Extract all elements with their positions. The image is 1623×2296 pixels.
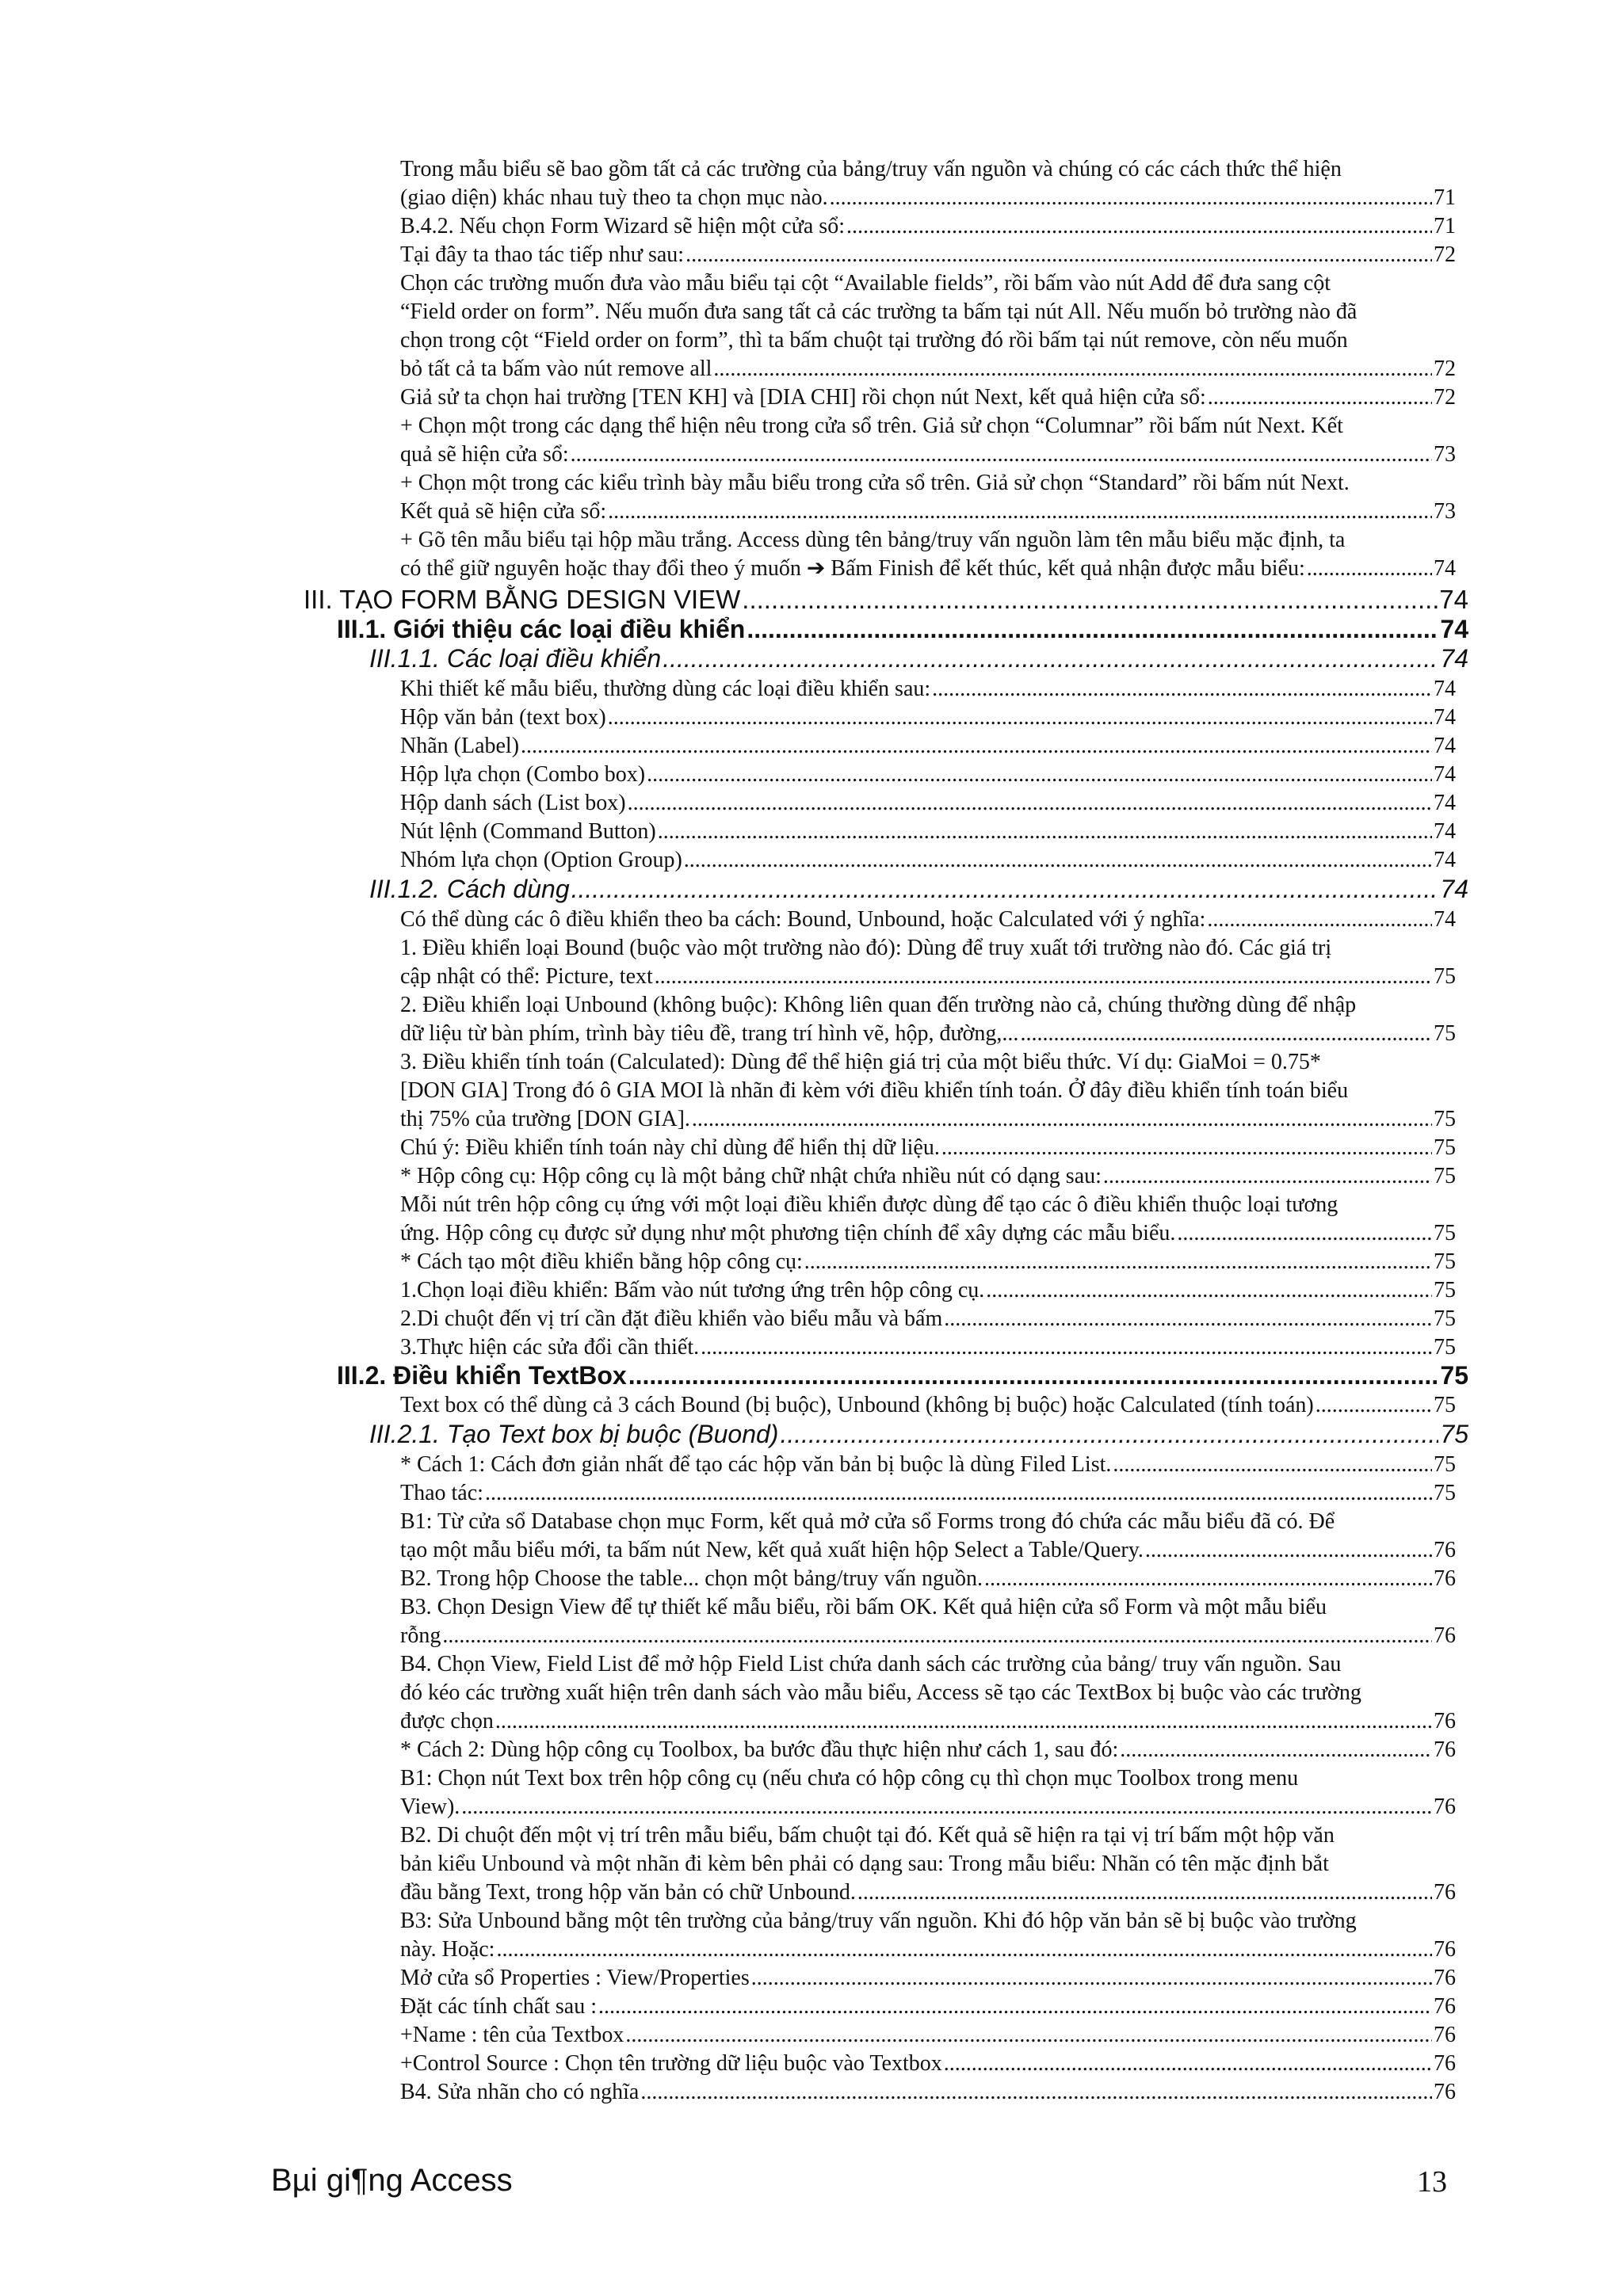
toc-dot-leader	[941, 1134, 1432, 1162]
toc-entry[interactable]	[400, 675, 1456, 704]
toc-entry[interactable]	[400, 934, 1456, 991]
toc-entry-text: B.4.2. Nếu chọn Form Wizard sẽ hiện một cửa sổ:	[400, 214, 845, 238]
toc-entry-text: III.1.2. Cách dùng	[369, 875, 570, 903]
toc-entry-text: 3. Điều khiển tính toán (Calculated): Dùng để thể hiện giá trị của một biểu thức. Ví dụ: GiaMoi = 0.75*	[400, 1050, 1321, 1074]
toc-dot-leader	[658, 818, 1432, 846]
toc-page-number: 73	[1434, 442, 1456, 467]
toc-dot-leader	[655, 963, 1432, 991]
toc-dot-leader	[1120, 1736, 1432, 1764]
toc-entry-text: 3.Thực hiện các sửa đổi cần thiết.	[400, 1335, 700, 1360]
toc-entry[interactable]	[400, 761, 1456, 789]
toc-dot-leader	[846, 212, 1432, 241]
toc-page-number: 74	[1434, 705, 1456, 730]
toc-entry-text: Hộp danh sách (List box)	[400, 791, 626, 815]
toc-entry-text: Mở cửa sổ Properties : View/Properties	[400, 1966, 750, 1990]
toc-entry-text: * Hộp công cụ: Hộp công cụ là một bảng chữ nhật chứa nhiều nút có dạng sau:	[400, 1164, 1102, 1188]
toc-page-number: 74	[1434, 677, 1456, 701]
toc-dot-leader	[1177, 1219, 1432, 1248]
toc-dot-leader	[1316, 1391, 1432, 1420]
toc-dot-leader	[461, 1793, 1432, 1821]
toc-dot-leader	[628, 789, 1432, 818]
toc-entry-text: +Name : tên của Textbox	[400, 2023, 624, 2047]
toc-page-number: 76	[1434, 1623, 1456, 1648]
toc-entry[interactable]	[400, 1191, 1456, 1248]
toc-entry-text: View).	[400, 1794, 460, 1819]
toc-entry-text: Nhãn (Label)	[400, 734, 520, 758]
toc-page-number: 75	[1434, 1481, 1456, 1505]
toc-entry[interactable]	[400, 2021, 1456, 2050]
toc-entry-text: +Control Source : Chọn tên trường dữ liệu buộc vào Textbox	[400, 2051, 942, 2076]
toc-page-number: 74	[1434, 907, 1456, 932]
toc-entry-text: 1. Điều khiển loại Bound (buộc vào một trường nào đó): Dùng để truy xuất tới trường nào đó. Các giá trị	[400, 936, 1332, 960]
toc-entry[interactable]	[400, 1907, 1456, 1964]
toc-entry-text: * Cách 2: Dùng hộp công cụ Toolbox, ba bước đầu thực hiện như cách 1, sau đó:	[400, 1737, 1119, 1762]
toc-dot-leader	[608, 498, 1432, 526]
toc-dot-leader	[1145, 1536, 1432, 1565]
toc-dot-leader	[932, 675, 1432, 704]
toc-entry[interactable]	[400, 1736, 1456, 1764]
toc-entry[interactable]	[400, 1305, 1456, 1333]
toc-entry-text: chọn trong cột “Field order on form”, thì ta bấm chuột tại trường đó rồi bấm tại nút remove, còn nếu muốn	[400, 328, 1348, 353]
toc-page-number: 75	[1434, 1164, 1456, 1188]
toc-dot-leader	[804, 1248, 1432, 1276]
toc-entry-text: III.1.1. Các loại điều khiển	[369, 644, 662, 673]
toc-dot-leader	[496, 1936, 1432, 1964]
toc-entry-text: B3. Chọn Design View để tự thiết kế mẫu biểu, rồi bấm OK. Kết quả hiện cửa sổ Form và một mẫu biểu	[400, 1595, 1327, 1619]
toc-dot-leader	[1207, 906, 1432, 934]
toc-entry-text: B4. Sửa nhãn cho có nghĩa	[400, 2080, 640, 2104]
toc-entry-text: có thể giữ nguyên hoặc thay đổi theo ý muốn ➔ Bấm Finish để kết thúc, kết quả nhận được mẫu biểu:	[400, 556, 1305, 581]
toc-entry[interactable]	[400, 1134, 1456, 1162]
toc-entry-text: rỗng	[400, 1623, 441, 1648]
toc-entry[interactable]	[400, 241, 1456, 269]
toc-entry-text: bỏ tất cả ta bấm vào nút remove all	[400, 357, 712, 381]
toc-entry-text: B1: Chọn nút Text box trên hộp công cụ (nếu chưa có hộp công cụ thì chọn mục Toolbox trong menu	[400, 1766, 1299, 1791]
toc-entry-text: + Chọn một trong các dạng thể hiện nêu trong cửa sổ trên. Giả sử chọn “Columnar” rồi bấm nút Next. Kết	[400, 414, 1343, 438]
toc-entry-text: cập nhật có thể: Picture, text	[400, 964, 653, 989]
toc-page-number: 76	[1434, 1937, 1456, 1962]
toc-dot-leader	[684, 846, 1432, 875]
toc-entry[interactable]	[400, 732, 1456, 761]
toc-dot-leader	[663, 643, 1438, 673]
toc-entry[interactable]	[400, 155, 1456, 212]
toc-entry-text: này. Hoặc:	[400, 1937, 495, 1962]
toc-dot-leader	[944, 1305, 1432, 1333]
toc-page-number: 76	[1434, 1737, 1456, 1762]
footer-title: Bµi gi¶ng Access	[271, 2163, 513, 2198]
toc-dot-leader	[571, 441, 1432, 469]
toc-page-number: 71	[1434, 185, 1456, 210]
toc-page-number: 76	[1434, 1966, 1456, 1990]
toc-page-number: 72	[1434, 357, 1456, 381]
toc-page-number: 74	[1434, 762, 1456, 787]
toc-heading-level-2[interactable]	[337, 614, 1468, 644]
toc-entry-text: Text box có thể dùng cả 3 cách Bound (bị buộc), Unbound (không bị buộc) hoặc Calculated (tính toán)	[400, 1393, 1314, 1417]
toc-entry-text: Chú ý: Điều khiển tính toán này chỉ dùng để hiển thị dữ liệu.	[400, 1135, 940, 1160]
toc-entry-text: Mỗi nút trên hộp công cụ ứng với một loại điều khiển được dùng để tạo các ô điều khiển thuộc loại tương	[400, 1192, 1338, 1217]
toc-heading-level-3[interactable]	[369, 1419, 1468, 1449]
toc-entry-text: tạo một mẫu biểu mới, ta bấm nút New, kết quả xuất hiện hộp Select a Table/Query.	[400, 1538, 1144, 1562]
toc-entry-text: Có thể dùng các ô điều khiển theo ba cách: Bound, Unbound, hoặc Calculated với ý nghĩa:	[400, 907, 1206, 932]
toc-heading-level-1[interactable]	[304, 585, 1468, 615]
toc-page-number: 75	[1434, 964, 1456, 989]
toc-entry-text: B1: Từ cửa sổ Database chọn mục Form, kết quả mở cửa sổ Forms trong đó chứa các mẫu biểu đã có. Để	[400, 1509, 1335, 1534]
toc-entry-text: Kết quả sẽ hiện cửa sổ:	[400, 499, 607, 524]
toc-entry-text: B3: Sửa Unbound bằng một tên trường của bảng/truy vấn nguồn. Khi đó hộp văn bản sẽ bị buộc vào trường	[400, 1909, 1357, 1933]
toc-entry[interactable]	[400, 383, 1456, 412]
toc-page-number: 72	[1434, 385, 1456, 410]
toc-dot-leader	[780, 1419, 1438, 1449]
toc-entry-text: (giao diện) khác nhau tuỳ theo ta chọn mục nào.	[400, 185, 828, 210]
toc-entry[interactable]	[400, 1508, 1456, 1565]
toc-dot-leader	[692, 1105, 1432, 1134]
toc-dot-leader	[685, 241, 1432, 269]
toc-page-number: 74	[1434, 734, 1456, 758]
toc-entry-text: Tại đây ta thao tác tiếp như sau:	[400, 242, 685, 267]
toc-entry[interactable]	[400, 1993, 1456, 2021]
toc-page-number: 74	[1434, 819, 1456, 844]
toc-entry-text: Hộp lựa chọn (Combo box)	[400, 762, 646, 787]
toc-page-number: 74	[1434, 556, 1456, 581]
toc-dot-leader	[628, 1360, 1439, 1390]
toc-entry[interactable]	[400, 1565, 1456, 1593]
toc-dot-leader	[608, 704, 1432, 732]
toc-entry-text: Trong mẫu biểu sẽ bao gồm tất cả các trường của bảng/truy vấn nguồn và chúng có các cách thức thể hiện	[400, 157, 1342, 181]
toc-entry-text: “Field order on form”. Nếu muốn đưa sang tất cả các trường ta bấm tại nút All. Nếu muốn bỏ trường nào đã	[400, 299, 1358, 324]
toc-heading-level-2[interactable]	[337, 1360, 1468, 1390]
toc-page-number: 76	[1434, 1566, 1456, 1591]
toc-entry[interactable]	[400, 2078, 1456, 2107]
toc-page-number: 75	[1434, 1278, 1456, 1302]
toc-dot-leader	[442, 1622, 1432, 1650]
toc-entry-text: III.1. Giới thiệu các loại điều khiển	[337, 615, 746, 643]
toc-entry-text: III.2.1. Tạo Text box bị buộc (Buond)	[369, 1420, 779, 1448]
toc-entry-text: Khi thiết kế mẫu biểu, thường dùng các loại điều khiển sau:	[400, 677, 931, 701]
toc-entry[interactable]	[400, 704, 1456, 732]
toc-entry-text: thị 75% của trường [DON GIA].	[400, 1107, 690, 1131]
toc-entry[interactable]	[400, 412, 1456, 469]
toc-dot-leader	[485, 1479, 1432, 1508]
toc-heading-level-3[interactable]	[369, 643, 1468, 673]
toc-entry-text: III. TẠO FORM BẰNG DESIGN VIEW	[304, 585, 741, 614]
toc-entry-text: Đặt các tính chất sau :	[400, 1994, 598, 2019]
toc-page-number: 76	[1434, 1538, 1456, 1562]
toc-dot-leader	[495, 1707, 1432, 1736]
toc-entry[interactable]	[400, 846, 1456, 875]
toc-page-number: 76	[1434, 1880, 1456, 1905]
toc-dot-leader	[751, 1964, 1432, 1993]
toc-dot-leader	[1020, 1020, 1432, 1048]
toc-dot-leader	[986, 1276, 1432, 1305]
toc-dot-leader	[1307, 555, 1432, 583]
toc-entry[interactable]	[400, 1964, 1456, 1993]
toc-dot-leader	[647, 761, 1432, 789]
toc-entry[interactable]	[400, 1451, 1456, 1479]
toc-entry-text: [DON GIA] Trong đó ô GIA MOI là nhãn đi kèm với điều khiển tính toán. Ở đây điều khiển tính toán biểu	[400, 1078, 1349, 1103]
toc-entry[interactable]	[400, 1333, 1456, 1362]
toc-dot-leader	[640, 2078, 1432, 2107]
toc-entry-text: Hộp văn bản (text box)	[400, 705, 606, 730]
toc-page-number: 76	[1434, 1994, 1456, 2019]
toc-dot-leader	[857, 1878, 1432, 1907]
toc-entry-text: III.2. Điều khiển TextBox	[337, 1361, 627, 1390]
toc-page-number: 75	[1434, 1107, 1456, 1131]
toc-page-number: 75	[1434, 1335, 1456, 1360]
toc-entry-text: * Cách 1: Cách đơn giản nhất để tạo các hộp văn bản bị buộc là dùng Filed List.	[400, 1452, 1112, 1477]
toc-entry[interactable]	[400, 1048, 1456, 1134]
toc-page-number: 74	[1439, 585, 1468, 614]
toc-entry[interactable]	[400, 1593, 1456, 1650]
toc-dot-leader	[747, 614, 1438, 644]
toc-heading-level-3[interactable]	[369, 874, 1468, 904]
toc-entry-text: dữ liệu từ bàn phím, trình bày tiêu đề, trang trí hình vẽ, hộp, đường,...	[400, 1021, 1019, 1046]
toc-entry[interactable]	[400, 1391, 1456, 1420]
toc-entry-text: * Cách tạo một điều khiển bằng hộp công cụ:	[400, 1249, 803, 1274]
toc-page-number: 71	[1434, 214, 1456, 238]
toc-page-number: 74	[1440, 875, 1468, 903]
footer-page-number: 13	[1417, 2165, 1447, 2199]
toc-entry-text: Giả sử ta chọn hai trường [TEN KH] và [DIA CHI] rồi chọn nút Next, kết quả hiện cửa sổ:	[400, 385, 1206, 410]
toc-dot-leader	[598, 1993, 1432, 2021]
toc-dot-leader	[625, 2021, 1432, 2050]
toc-entry[interactable]	[400, 1162, 1456, 1191]
toc-entry[interactable]	[400, 1479, 1456, 1508]
toc-entry[interactable]	[400, 469, 1456, 526]
toc-dot-leader	[571, 874, 1439, 904]
toc-page-number: 75	[1440, 1420, 1468, 1448]
toc-entry-text: bản kiểu Unbound và một nhãn đi kèm bên phải có dạng sau: Trong mẫu biểu: Nhãn có tên mặc định bắt	[400, 1852, 1329, 1876]
toc-page-number: 74	[1440, 615, 1468, 643]
toc-page-number: 75	[1434, 1221, 1456, 1245]
toc-page-number: 75	[1434, 1306, 1456, 1331]
toc-entry-text: được chọn	[400, 1709, 494, 1733]
toc-dot-leader	[521, 732, 1432, 761]
toc-dot-leader	[944, 2050, 1432, 2078]
toc-entry-text: Nhóm lựa chọn (Option Group)	[400, 848, 682, 872]
toc-entry-text: B2. Trong hộp Choose the table... chọn một bảng/truy vấn nguồn.	[400, 1566, 983, 1591]
toc-dot-leader	[713, 355, 1432, 383]
toc-entry-text: ứng. Hộp công cụ được sử dụng như một phương tiện chính để xây dựng các mẫu biểu.	[400, 1221, 1176, 1245]
toc-entry-text: quả sẽ hiện cửa sổ:	[400, 442, 569, 467]
toc-entry[interactable]	[400, 269, 1456, 383]
toc-entry-text: Thao tác:	[400, 1481, 483, 1505]
toc-dot-leader	[742, 585, 1438, 615]
toc-entry[interactable]	[400, 818, 1456, 846]
toc-dot-leader	[984, 1565, 1432, 1593]
toc-page-number: 74	[1434, 791, 1456, 815]
toc-entry[interactable]	[400, 906, 1456, 934]
toc-entry-text: đó kéo các trường xuất hiện trên danh sách vào mẫu biểu, Access sẽ tạo các TextBox bị buộc vào các trường	[400, 1680, 1361, 1705]
toc-page-number: 76	[1434, 2023, 1456, 2047]
toc-page-number: 75	[1434, 1452, 1456, 1477]
toc-page-number: 76	[1434, 2051, 1456, 2076]
toc-page-number: 75	[1434, 1135, 1456, 1160]
toc-page-number: 76	[1434, 2080, 1456, 2104]
toc-entry[interactable]	[400, 212, 1456, 241]
toc-page-number: 74	[1434, 848, 1456, 872]
toc-entry[interactable]	[400, 1248, 1456, 1276]
toc-page-number: 74	[1440, 644, 1468, 673]
toc-entry-text: 1.Chọn loại điều khiển: Bấm vào nút tương ứng trên hộp công cụ.	[400, 1278, 985, 1302]
toc-entry-text: Chọn các trường muốn đưa vào mẫu biểu tại cột “Available fields”, rồi bấm vào nút Add để đưa sang cột	[400, 271, 1331, 296]
toc-entry[interactable]	[400, 2050, 1456, 2078]
toc-entry-text: + Chọn một trong các kiểu trình bày mẫu biểu trong cửa sổ trên. Giả sử chọn “Standard” rồi bấm nút Next.	[400, 471, 1350, 495]
toc-entry-text: B4. Chọn View, Field List để mở hộp Field List chứa danh sách các trường của bảng/ truy vấn nguồn. Sau	[400, 1652, 1342, 1676]
toc-entry-text: 2.Di chuột đến vị trí cần đặt điều khiển vào biểu mẫu và bấm	[400, 1306, 943, 1331]
toc-page-number: 75	[1434, 1249, 1456, 1274]
toc-dot-leader	[1103, 1162, 1432, 1191]
toc-entry-text: B2. Di chuột đến một vị trí trên mẫu biểu, bấm chuột tại đó. Kết quả sẽ hiện ra tại vị trí bấm một hộp văn	[400, 1823, 1335, 1848]
toc-page-number: 73	[1434, 499, 1456, 524]
toc-dot-leader	[1208, 383, 1432, 412]
toc-dot-leader	[1113, 1451, 1432, 1479]
toc-entry-text: + Gõ tên mẫu biểu tại hộp mầu trắng. Access dùng tên bảng/truy vấn nguồn làm tên mẫu biểu mặc định, ta	[400, 528, 1346, 552]
toc-page-number: 75	[1434, 1021, 1456, 1046]
toc-page-number: 76	[1434, 1709, 1456, 1733]
toc-entry[interactable]	[400, 1764, 1456, 1821]
toc-entry-text: Nút lệnh (Command Button)	[400, 819, 656, 844]
toc-dot-leader	[701, 1333, 1432, 1362]
toc-entry[interactable]	[400, 1821, 1456, 1907]
toc-page-number: 72	[1434, 242, 1456, 267]
toc-entry[interactable]	[400, 789, 1456, 818]
toc-page-number: 75	[1434, 1393, 1456, 1417]
toc-entry[interactable]	[400, 1650, 1456, 1736]
toc-dot-leader	[830, 184, 1432, 212]
toc-entry-text: đầu bằng Text, trong hộp văn bản có chữ Unbound.	[400, 1880, 856, 1905]
toc-entry[interactable]	[400, 1276, 1456, 1305]
toc-page-number: 75	[1440, 1361, 1468, 1390]
toc-entry[interactable]	[400, 526, 1456, 583]
toc-page-number: 76	[1434, 1794, 1456, 1819]
toc-entry-text: 2. Điều khiển loại Unbound (không buộc): Không liên quan đến trường nào cả, chúng thường dùng để nhập	[400, 993, 1357, 1017]
toc-entry[interactable]	[400, 991, 1456, 1048]
